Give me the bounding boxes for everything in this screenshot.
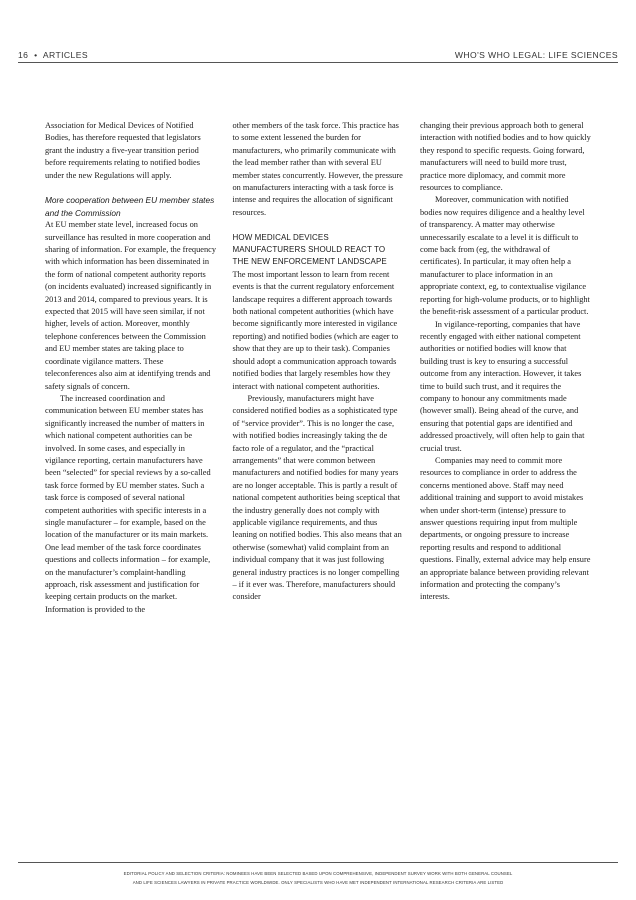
section-subheading: More cooperation between EU member states and the Commission	[45, 195, 215, 218]
footer-line-2: AND LIFE SCIENCES LAWYERS IN PRIVATE PRACTICE WORLDWIDE. ONLY SPECIALISTS WHO HAVE MET INDEPENDENT INTERNATIONAL RESEARCH CRITERIA ARE LISTED	[132, 879, 504, 885]
body-paragraph: The most important lesson to learn from recent events is that the current regulatory enforcement landscape requires a different approach towards both national competent authorities (which have become significantly more interested in vigilance reporting) and notified bodies (which are eager to show that they are up to their task). Companies should adopt a communication approach towards notified bodies that largely resembles how they interact with national competent authorities.	[232, 269, 399, 391]
header-bullet: •	[34, 50, 38, 60]
body-paragraph: Previously, manufacturers might have considered notified bodies as a sophisticated type of “service provider”. This is no longer the case, with notified bodies increasingly taking the de facto role of a regulator, and the “practical arrangements” that were common between manufacturers and notified bodies for many years are no longer acceptable. This is partly a result of national competent authorities being sceptical that the industry generally does not comply with applicable vigilance requirements, and thus leaning on notified bodies. This also means that an otherwise (somewhat) valid complaint from an individual company that it was just following general industry practices is no longer compelling – if it ever was. Therefore, manufacturers should consider	[232, 393, 402, 602]
body-paragraph: At EU member state level, increased focus on surveillance has resulted in more cooperation and sharing of information. For example, the frequency with which information has been disseminated in the form of national competent authority reports (on incidents evaluated) increased significantly in 2013 and 2014, compared to previous years. It is expected that 2015 will have seen similar, if not higher, levels of action. Moreover, monthly telephone conferences between the Commission and EU member states are taking place to coordinate vigilance matters. These teleconferences also aim at identifying trends and safety signals of concern.	[45, 220, 216, 391]
editorial-footer	[18, 870, 618, 887]
body-paragraph: The increased coordination and communication between EU member states has significantly increased the number of matters in which national competent authorities can be involved. In some cases, and especially in vigilance reporting, certain manufacturers have been “selected” for special reviews by a so-called task force formed by EU member states. Such a task force is composed of several national competent authorities with specific interests in a single manufacturer – for example, based on the location of the manufacturer or its main markets. One lead member of the task force coordinates questions and collects information – for example, on the manufacturer’s complaint-handling approach, risk assessment and justification for keeping certain products on the market. Information is provided to the	[45, 393, 211, 614]
text-column-3	[420, 120, 591, 616]
footer-line-1: EDITORIAL POLICY AND SELECTION CRITERIA: NOMINEES HAVE BEEN SELECTED BASED UPON COMPREHENSIVE, INDEPENDENT SURVEY WORK WITH BOTH GENERAL COUNSEL	[123, 871, 513, 876]
section-label: ARTICLES	[42, 50, 88, 60]
article-body	[45, 120, 591, 616]
body-paragraph: other members of the task force. This practice has to some extent lessened the burden for manufacturers, who primarily communicate with the lead member rather than with several EU member states concurrently. However, the pressure on manufacturers interacting with a task force is intense and requires the allocation of significant resources.	[232, 121, 403, 217]
text-column-1	[45, 120, 216, 616]
body-paragraph: Companies may need to commit more resources to compliance in order to address the concerns mentioned above. Staff may need additional training and support to avoid mistakes when under short-term (intense) pressure to answer questions requiring input from multiple departments, or ongoing pressure to increase reporting results and respond to additional questions. Finally, external advice may help ensure an appropriate balance between providing relevant information and protecting the company’s interests.	[420, 455, 591, 602]
text-column-2	[233, 120, 404, 616]
page-number: 16	[18, 50, 29, 60]
body-paragraph: changing their previous approach both to general interaction with notified bodies and to how quickly they respond to specific requests. Going forward, manufacturers will need to build more trust, practice more diplomacy, and commit more resources to compliance.	[420, 121, 591, 193]
header-divider	[18, 62, 618, 63]
body-paragraph: Association for Medical Devices of Notified Bodies, has therefore requested that legislators grant the industry a five-year transition period before requirements relating to notified bodies under the new Regulations will apply.	[45, 121, 201, 180]
publication-title: WHO'S WHO LEGAL: LIFE SCIENCES	[454, 50, 618, 60]
running-header	[18, 44, 618, 60]
body-paragraph: Moreover, communication with notified bodies now requires diligence and a healthy level of transparency. A matter may otherwise unnecessarily escalate to a level it is difficult to come back from (eg, the withdrawal of certificates). In particular, it may often help a manufacturer to place information in an appropriate context, eg, to contextualise vigilance reporting for high-volume products, or to highlight the benefit-risk assessment of a particular product.	[420, 195, 590, 317]
header-left	[18, 50, 91, 60]
body-paragraph: In vigilance-reporting, companies that have recently engaged with either national competent authorities or notified bodies will know that building trust is key to ensuring a successful outcome from any interaction. However, it takes time to build such trust, and it requires the company to honour any commitments made (however small). Being ahead of the curve, and ensuring that potential gaps are identified and addressed proactively, will often help to gain that crucial trust.	[420, 319, 585, 453]
section-heading: HOW MEDICAL DEVICES MANUFACTURERS SHOULD REACT TO THE NEW ENFORCEMENT LANDSCAPE	[232, 232, 387, 267]
footer-divider	[18, 862, 618, 863]
